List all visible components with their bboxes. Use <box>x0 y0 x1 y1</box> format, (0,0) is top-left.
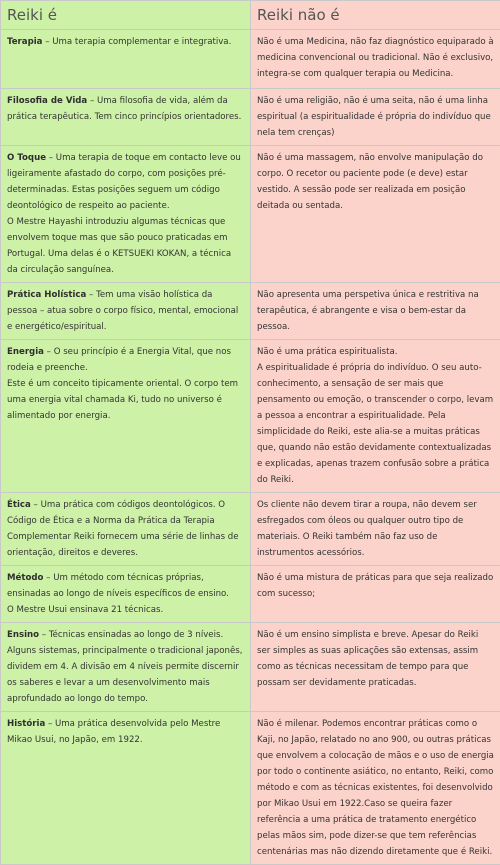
row-description: – Uma prática desenvolvida pelo Mestre Mikao Usui, no Japão, em 1922. <box>7 719 220 745</box>
row-term: O Toque <box>7 153 46 163</box>
row-description: – Uma terapia complementar e integrativa. <box>42 37 231 47</box>
reiki-nao-e-cell <box>251 340 500 493</box>
reiki-e-cell <box>1 30 251 89</box>
table-row <box>1 566 500 623</box>
row-description-extra: Este é um conceito tipicamente oriental. O corpo tem uma energia vital chamada Ki, tudo no universo é alimentado por energia. <box>7 379 238 421</box>
reiki-e-cell <box>1 89 251 146</box>
row-negation: Não é uma prática espiritualista. <box>257 347 397 357</box>
row-term: Ética <box>7 500 31 510</box>
reiki-nao-e-cell: Não é um ensino simplista e breve. Apesar do Reiki ser simples as suas aplicações são extensas, assim como as técnicas necessitam de tempo para que possam ser devidamente praticadas. <box>251 623 500 712</box>
reiki-e-cell <box>1 712 251 865</box>
table-row <box>1 340 500 493</box>
header-reiki-nao-e: Reiki não é <box>251 1 500 30</box>
reiki-e-cell <box>1 623 251 712</box>
row-description: – O seu princípio é a Energia Vital, que nos rodeia e preenche. <box>7 347 231 373</box>
table-row <box>1 283 500 340</box>
row-term: Terapia <box>7 37 42 47</box>
row-description-extra: O Mestre Hayashi introduziu algumas técnicas que envolvem toque mas que são pouco praticadas em Portugal. Uma delas é o KETSUEKI KOKAN, a técnica da circulação sanguínea. <box>7 217 231 275</box>
table-row <box>1 493 500 566</box>
reiki-e-cell <box>1 566 251 623</box>
row-term: História <box>7 719 45 729</box>
reiki-e-cell <box>1 493 251 566</box>
table-row <box>1 146 500 283</box>
reiki-e-cell <box>1 283 251 340</box>
reiki-nao-e-cell: Não apresenta uma perspetiva única e restritiva na terapêutica, é abrangente e visa o bem-estar da pessoa. <box>251 283 500 340</box>
row-negation-extra: A espiritualidade é própria do indivíduo. O seu auto-conhecimento, a sensação de ser mais que pensamento ou emoção, o transcender o corpo, levam a pessoa a encontrar a espiritualidade. Pela simplicidade do Reiki, este alia-se a muitas práticas que, quando não estão devidamente contextualizadas e explicadas, apenas trazem confusão sobre a prática do Reiki. <box>257 363 493 485</box>
reiki-nao-e-cell: Os cliente não devem tirar a roupa, não devem ser esfregados com óleos ou qualquer outro tipo de materiais. O Reiki também não faz uso de instrumentos acessórios. <box>251 493 500 566</box>
reiki-e-cell <box>1 340 251 493</box>
table-row <box>1 623 500 712</box>
table-row <box>1 89 500 146</box>
reiki-nao-e-cell: Não é uma religião, não é uma seita, não é uma linha espiritual (a espiritualidade é própria do indivíduo que nela tem crenças) <box>251 89 500 146</box>
reiki-e-cell <box>1 146 251 283</box>
row-description: – Uma terapia de toque em contacto leve ou ligeiramente afastado do corpo, com posições pré-determinadas. Estas posições seguem um código deontológico de respeito ao paciente. <box>7 153 241 211</box>
row-term: Prática Holística <box>7 290 86 300</box>
reiki-nao-e-cell: Não é milenar. Podemos encontrar práticas como o Kaji, no Japão, relatado no ano 900, ou outras práticas que envolvem a colocação de mãos e o uso de energia por todo o continente asiático, no entanto, Reiki, como método e com as técnicas existentes, foi desenvolvido por Mikao Usui em 1922.Caso se queira fazer referência a uma prática de tratamento energético pelas mãos sim, pode dizer-se que tem referências centenárias mas não dizendo diretamente que é Reiki. <box>251 712 500 865</box>
row-description-extra: O Mestre Usui ensinava 21 técnicas. <box>7 605 163 615</box>
row-description: – Um método com técnicas próprias, ensinadas ao longo de níveis específicos de ensino. <box>7 573 229 599</box>
row-description: – Técnicas ensinadas ao longo de 3 níveis. Alguns sistemas, principalmente o tradicional japonês, dividem em 4. A divisão em 4 níveis permite discernir os saberes e levar a um desenvolvimento mais aprofundado ao longo do tempo. <box>7 630 242 704</box>
row-term: Método <box>7 573 43 583</box>
table-row <box>1 712 500 865</box>
row-term: Energia <box>7 347 44 357</box>
row-description: – Tem uma visão holística da pessoa – atua sobre o corpo físico, mental, emocional e energético/espiritual. <box>7 290 238 332</box>
header-reiki-e: Reiki é <box>1 1 251 30</box>
reiki-nao-e-cell: Não é uma Medicina, não faz diagnóstico equiparado à medicina convencional ou tradicional. Não é exclusivo, integra-se com qualquer terapia ou Medicina. <box>251 30 500 89</box>
table-row <box>1 30 500 89</box>
reiki-nao-e-cell: Não é uma mistura de práticas para que seja realizado com sucesso; <box>251 566 500 623</box>
reiki-nao-e-cell: Não é uma massagem, não envolve manipulação do corpo. O recetor ou paciente pode (e deve) estar vestido. A sessão pode ser realizada em posição deitada ou sentada. <box>251 146 500 283</box>
row-description: – Uma prática com códigos deontológicos. O Código de Ética e a Norma da Prática da Terapia Complementar Reiki fornecem uma série de linhas de orientação, direitos e deveres. <box>7 500 239 558</box>
row-term: Ensino <box>7 630 39 640</box>
header-row <box>1 1 500 30</box>
row-description: – Uma filosofia de vida, além da prática terapêutica. Tem cinco princípios orientadores. <box>7 96 241 122</box>
row-term: Filosofia de Vida <box>7 96 87 106</box>
